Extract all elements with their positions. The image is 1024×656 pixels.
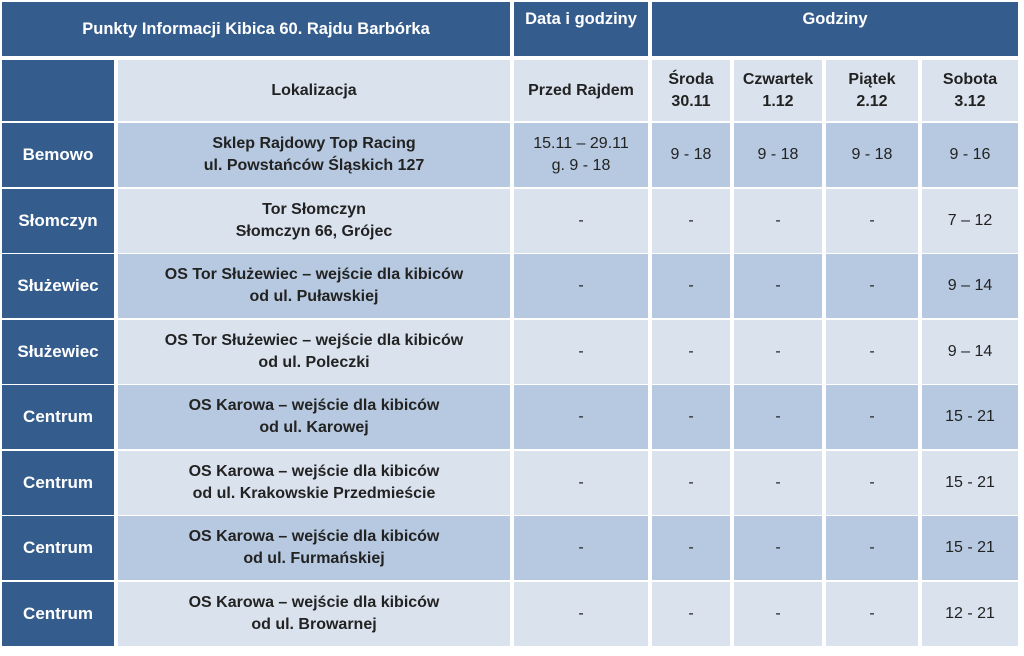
cell-d3: -	[826, 189, 918, 253]
header-day-1	[652, 60, 730, 121]
row-district: Centrum	[2, 516, 114, 580]
cell-d3: -	[826, 320, 918, 384]
row-district: Centrum	[2, 451, 114, 515]
day-2-name: Czwartek	[742, 70, 814, 88]
cell-przed	[514, 582, 648, 646]
cell-loc	[118, 516, 510, 580]
cell-przed	[514, 385, 648, 449]
cell-line: -	[578, 343, 584, 360]
cell-loc	[118, 189, 510, 253]
cell-line: od ul. Krakowskie Przedmieście	[192, 485, 436, 502]
cell-przed	[514, 189, 648, 253]
cell-line: OS Karowa – wejście dla kibiców	[188, 397, 440, 414]
header-day-4	[922, 60, 1018, 121]
cell-d4: 12 - 21	[922, 582, 1018, 646]
cell-d3: 9 - 18	[826, 123, 918, 187]
cell-line: Sklep Rajdowy Top Racing	[212, 135, 416, 152]
cell-przed	[514, 451, 648, 515]
cell-d2: -	[734, 254, 822, 318]
cell-line: od ul. Furmańskiej	[243, 550, 385, 567]
cell-d2: -	[734, 516, 822, 580]
cell-d1: -	[652, 451, 730, 515]
cell-d3: -	[826, 516, 918, 580]
cell-line: od ul. Karowej	[259, 419, 369, 436]
cell-line: OS Karowa – wejście dla kibiców	[188, 528, 440, 545]
cell-d4: 9 - 16	[922, 123, 1018, 187]
cell-line: Słomczyn 66, Grójec	[235, 223, 393, 240]
cell-loc	[118, 385, 510, 449]
day-4-name: Sobota	[942, 70, 998, 88]
cell-loc	[118, 320, 510, 384]
cell-d2: 9 - 18	[734, 123, 822, 187]
cell-d2: -	[734, 320, 822, 384]
row-district: Słomczyn	[2, 189, 114, 253]
row-district: Centrum	[2, 582, 114, 646]
header-day-3	[826, 60, 918, 121]
cell-line: OS Karowa – wejście dla kibiców	[188, 594, 440, 611]
day-1-date: 30.11	[671, 92, 711, 110]
cell-d4: 15 - 21	[922, 451, 1018, 515]
cell-przed	[514, 320, 648, 384]
cell-line: od ul. Poleczki	[258, 354, 370, 371]
cell-line: OS Karowa – wejście dla kibiców	[188, 463, 440, 480]
cell-line: -	[578, 408, 584, 425]
cell-line: ul. Powstańców Śląskich 127	[203, 157, 425, 174]
cell-d1: -	[652, 320, 730, 384]
cell-przed	[514, 254, 648, 318]
day-4-date: 3.12	[954, 92, 986, 110]
cell-d4: 9 – 14	[922, 320, 1018, 384]
cell-line: g. 9 - 18	[551, 157, 611, 174]
cell-line: OS Tor Służewiec – wejście dla kibiców	[164, 266, 464, 283]
header-day-2	[734, 60, 822, 121]
header-przed-rajdem: Przed Rajdem	[514, 60, 648, 121]
corner-cell	[2, 60, 114, 121]
table-title: Punkty Informacji Kibica 60. Rajdu Barbórka	[2, 2, 510, 56]
row-district: Bemowo	[2, 123, 114, 187]
cell-loc	[118, 451, 510, 515]
row-district: Służewiec	[2, 320, 114, 384]
cell-d4: 9 – 14	[922, 254, 1018, 318]
row-district: Centrum	[2, 385, 114, 449]
cell-d2: -	[734, 189, 822, 253]
day-3-date: 2.12	[856, 92, 888, 110]
cell-d1: -	[652, 189, 730, 253]
cell-d1: -	[652, 385, 730, 449]
day-3-name: Piątek	[848, 70, 896, 88]
cell-loc	[118, 123, 510, 187]
cell-d2: -	[734, 582, 822, 646]
cell-d3: -	[826, 385, 918, 449]
cell-d4: 15 - 21	[922, 385, 1018, 449]
cell-line: -	[578, 605, 584, 622]
cell-przed	[514, 516, 648, 580]
cell-line: od ul. Puławskiej	[249, 288, 379, 305]
cell-loc	[118, 582, 510, 646]
cell-d4: 15 - 21	[922, 516, 1018, 580]
cell-line: -	[578, 277, 584, 294]
cell-d1: -	[652, 254, 730, 318]
cell-d3: -	[826, 582, 918, 646]
cell-line: od ul. Browarnej	[251, 616, 377, 633]
cell-line: -	[578, 539, 584, 556]
header-data-godziny: Data i godziny	[514, 2, 648, 56]
cell-line: -	[578, 474, 584, 491]
cell-line: 15.11 – 29.11	[533, 135, 629, 152]
day-2-date: 1.12	[762, 92, 794, 110]
cell-line: Tor Słomczyn	[262, 201, 366, 218]
header-godziny: Godziny	[652, 2, 1018, 56]
cell-line: OS Tor Służewiec – wejście dla kibiców	[164, 332, 464, 349]
cell-d2: -	[734, 385, 822, 449]
cell-d1: -	[652, 582, 730, 646]
cell-loc	[118, 254, 510, 318]
cell-d1: -	[652, 516, 730, 580]
cell-d1: 9 - 18	[652, 123, 730, 187]
cell-d3: -	[826, 451, 918, 515]
cell-d4: 7 – 12	[922, 189, 1018, 253]
cell-d2: -	[734, 451, 822, 515]
cell-d3: -	[826, 254, 918, 318]
day-1-name: Środa	[668, 70, 714, 88]
cell-przed	[514, 123, 648, 187]
header-lokalizacja: Lokalizacja	[118, 60, 510, 121]
row-district: Służewiec	[2, 254, 114, 318]
cell-line: -	[578, 212, 584, 229]
